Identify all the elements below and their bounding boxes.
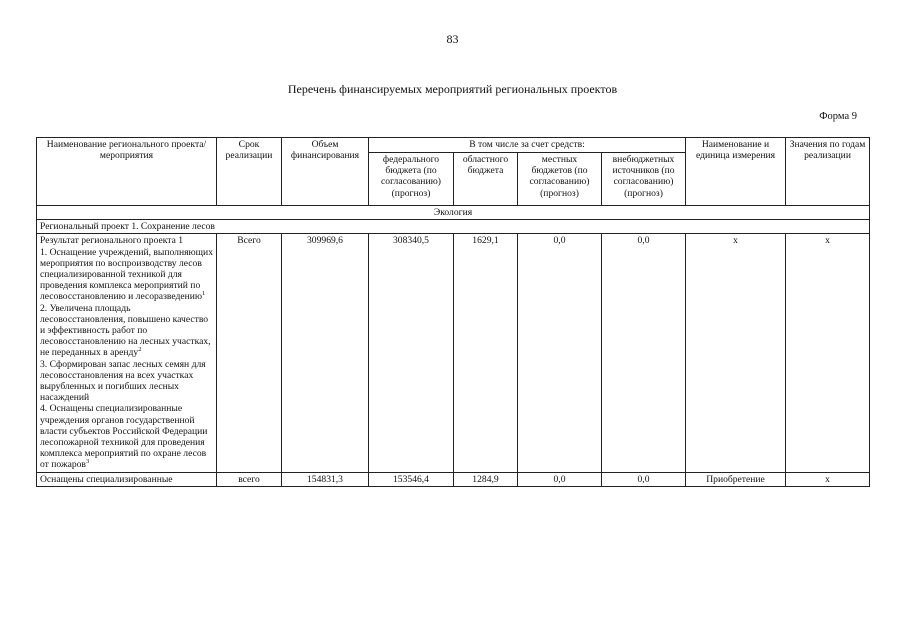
section-ecology: Экология — [37, 206, 870, 220]
table-row — [37, 234, 870, 472]
row-name-cell — [37, 472, 217, 486]
row-volume: 309969,6 — [282, 234, 369, 472]
row-name-line: 2. Увеличена площадь лесовосстановления, повышено качество и эффективность работ по лесовосстановлению на лесных участках, не переданных в аренду$^2$ — [40, 302, 211, 359]
row-name-line: 3. Сформирован запас лесных семян для лесовосстановления на всех участках вырубленных и погибших лесных насаждений — [40, 358, 206, 404]
row-values: x — [786, 234, 870, 472]
form-label: Форма 9 — [819, 111, 857, 122]
row-unit: x — [686, 234, 786, 472]
header-values: Значения по годам реализации — [786, 138, 870, 206]
header-row-1 — [37, 138, 870, 153]
row-extra: 0,0 — [602, 472, 686, 486]
row-name-line: 1. Оснащение учреждений, выполняющих мероприятия по воспроизводству лесов специализированной техникой для проведения комплекса мероприятий по лесовосстановлению и лесоразведению$^1$ — [40, 246, 213, 303]
row-regional: 1629,1 — [454, 234, 518, 472]
footnote-mark: 1 — [202, 290, 206, 298]
header-period: Срок реализации — [217, 138, 282, 206]
header-extra: внебюджетных источников (по согласованию) (прогноз) — [602, 153, 686, 206]
footnote-mark: 2 — [138, 346, 142, 354]
row-federal: 308340,5 — [369, 234, 454, 472]
document-title: Перечень финансируемых мероприятий региональных проектов — [287, 82, 618, 96]
row-period: всего — [217, 472, 282, 486]
section-row-ecology — [37, 206, 870, 220]
row-name-cell — [37, 234, 217, 472]
header-federal: федерального бюджета (по согласованию) (прогноз) — [369, 153, 454, 206]
table-row — [37, 472, 870, 486]
section-row-project — [37, 220, 870, 234]
page-number: 83 — [446, 32, 459, 46]
header-sources-group: В том числе за счет средств: — [369, 138, 686, 153]
section-project: Региональный проект 1. Сохранение лесов — [37, 220, 870, 234]
header-name: Наименование регионального проекта/ мероприятия — [37, 138, 217, 206]
row-regional: 1284,9 — [454, 472, 518, 486]
row-federal: 153546,4 — [369, 472, 454, 486]
row-local: 0,0 — [518, 472, 602, 486]
row-values: x — [786, 472, 870, 486]
row-extra: 0,0 — [602, 234, 686, 472]
financing-table — [36, 137, 870, 487]
row-period: Всего — [217, 234, 282, 472]
row-name-line: Результат регионального проекта 1 — [40, 235, 184, 247]
header-regional: областного бюджета — [454, 153, 518, 206]
row-volume: 154831,3 — [282, 472, 369, 486]
header-unit: Наименование и единица измерения — [686, 138, 786, 206]
row-unit: Приобретение — [686, 472, 786, 486]
footnote-mark: 3 — [85, 458, 90, 466]
header-local: местных бюджетов (по согласованию) (прогноз) — [518, 153, 602, 206]
row-local: 0,0 — [518, 234, 602, 472]
row-name-line: Оснащены специализированные — [40, 473, 173, 485]
row-name-line: 4. Оснащены специализированные учреждения органов государственной власти субъектов Российской Федерации лесопожарной техникой для проведения комплекса мероприятий по охране лесов от пожаров$^3$ — [40, 403, 208, 471]
header-volume: Объем финансирования — [282, 138, 369, 206]
